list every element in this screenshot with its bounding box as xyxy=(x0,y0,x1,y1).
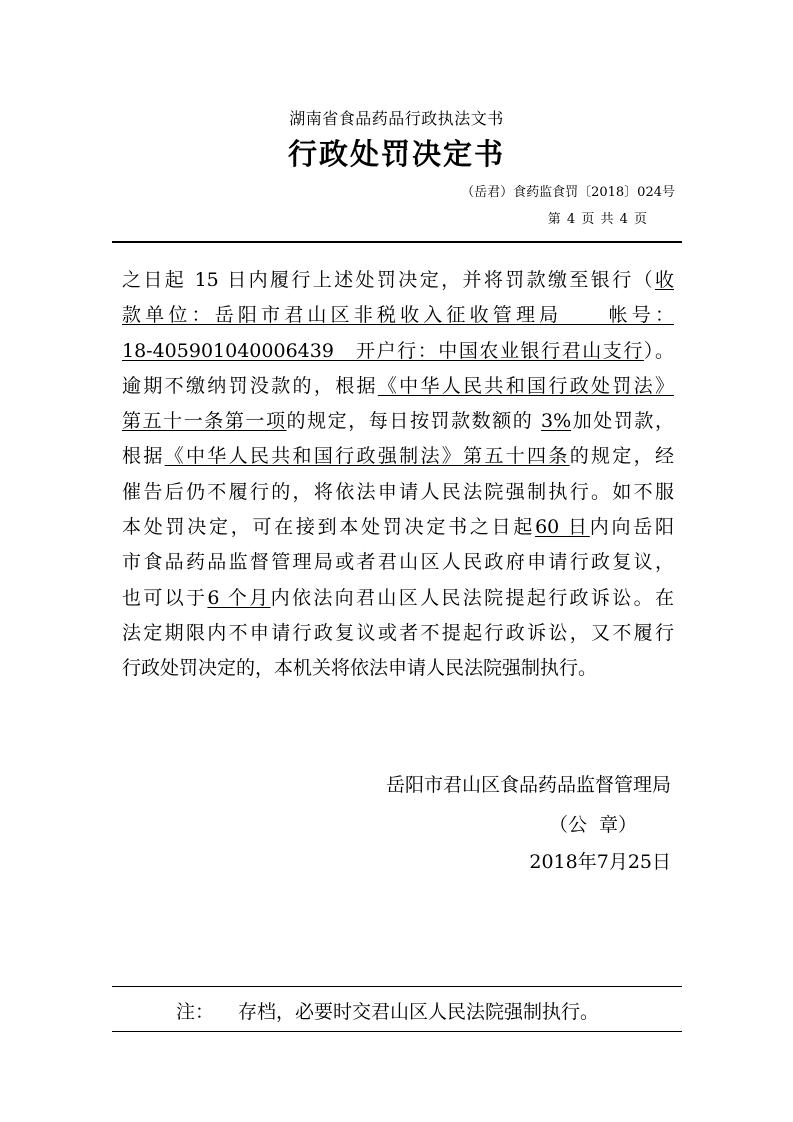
body-text-fragment: 也可以于 xyxy=(122,586,208,609)
decision-date: 2018年7月25日 xyxy=(529,851,671,873)
body-text-fragment: 的规定，经 xyxy=(569,445,674,468)
body-text-fragment: 的规定，每日按罚款数额的 xyxy=(286,410,541,433)
body-text-fragment: 内向岳阳 xyxy=(589,516,674,539)
page-indicator: 第 4 页 共 4 页 xyxy=(547,212,647,227)
account-number-underlined: 18-405901040006439 开户行：中国农业银行君山支行 xyxy=(122,339,644,362)
note-text: 存档，必要时交君山区人民法院强制执行。 xyxy=(238,1001,600,1023)
body-line xyxy=(122,581,674,616)
body-line xyxy=(122,298,674,333)
decision-body xyxy=(122,263,674,687)
body-text-fragment: 之日起 15 日内履行上述处罚决定，并将罚款缴至银行（ xyxy=(122,269,655,291)
appeal-period-underlined: 60 日 xyxy=(535,516,590,539)
footer-note xyxy=(176,997,599,1024)
body-line xyxy=(122,404,674,439)
body-line xyxy=(122,263,674,298)
document-series-caption: 湖南省食品药品行政执法文书 xyxy=(289,109,504,128)
body-text-fragment: ）。 xyxy=(643,339,674,362)
footer-divider-top xyxy=(112,986,682,987)
seal-open: （公 xyxy=(548,814,587,836)
law-reference-underlined: 《中华人民共和国行政处罚法》 xyxy=(377,374,674,397)
note-label: 注： xyxy=(176,1001,215,1023)
body-line xyxy=(122,439,674,474)
body-text-fragment: 逾期不缴纳罚没款的，根据 xyxy=(122,374,378,397)
official-seal-mark xyxy=(543,810,643,837)
body-line: 行政处罚决定的，本机关将依法申请人民法院强制执行。 xyxy=(122,657,598,680)
body-text-fragment: 本处罚决定，可在接到本处罚决定书之日起 xyxy=(122,516,536,539)
payee-account-underlined: 款单位：岳阳市君山区非税收入征收管理局 帐号： xyxy=(122,304,674,327)
payee-info-underlined: 收 xyxy=(654,269,674,291)
body-line: 催告后仍不履行的，将依法申请人民法院强制执行。如不服 xyxy=(122,480,674,503)
document-title: 行政处罚决定书 xyxy=(287,137,505,171)
footer-divider-bottom xyxy=(112,1031,682,1032)
body-line: 法定期限内不申请行政复议或者不提起行政诉讼，又不履行 xyxy=(122,621,674,644)
penalty-rate-underlined: 3% xyxy=(540,410,572,433)
body-line xyxy=(122,334,674,369)
law-reference-underlined: 《中华人民共和国行政强制法》第五十四条 xyxy=(164,445,570,468)
article-reference-underlined: 第五十一条第一项 xyxy=(122,410,287,433)
body-line xyxy=(122,369,674,404)
body-text-fragment: 根据 xyxy=(122,445,165,468)
body-text-fragment: 加处罚款， xyxy=(571,410,674,433)
document-number: （岳君）食药监食罚〔2018〕024号 xyxy=(461,185,675,200)
seal-close: 章） xyxy=(598,814,637,836)
lawsuit-period-underlined: 6 个月 xyxy=(207,586,271,609)
body-text-fragment: 内依法向君山区人民法院提起行政诉讼。在 xyxy=(270,586,674,609)
issuing-authority: 岳阳市君山区食品药品监督管理局 xyxy=(385,774,671,796)
body-line xyxy=(122,510,674,545)
body-line: 市食品药品监督管理局或者君山区人民政府申请行政复议， xyxy=(122,551,674,574)
header-divider xyxy=(112,241,682,243)
